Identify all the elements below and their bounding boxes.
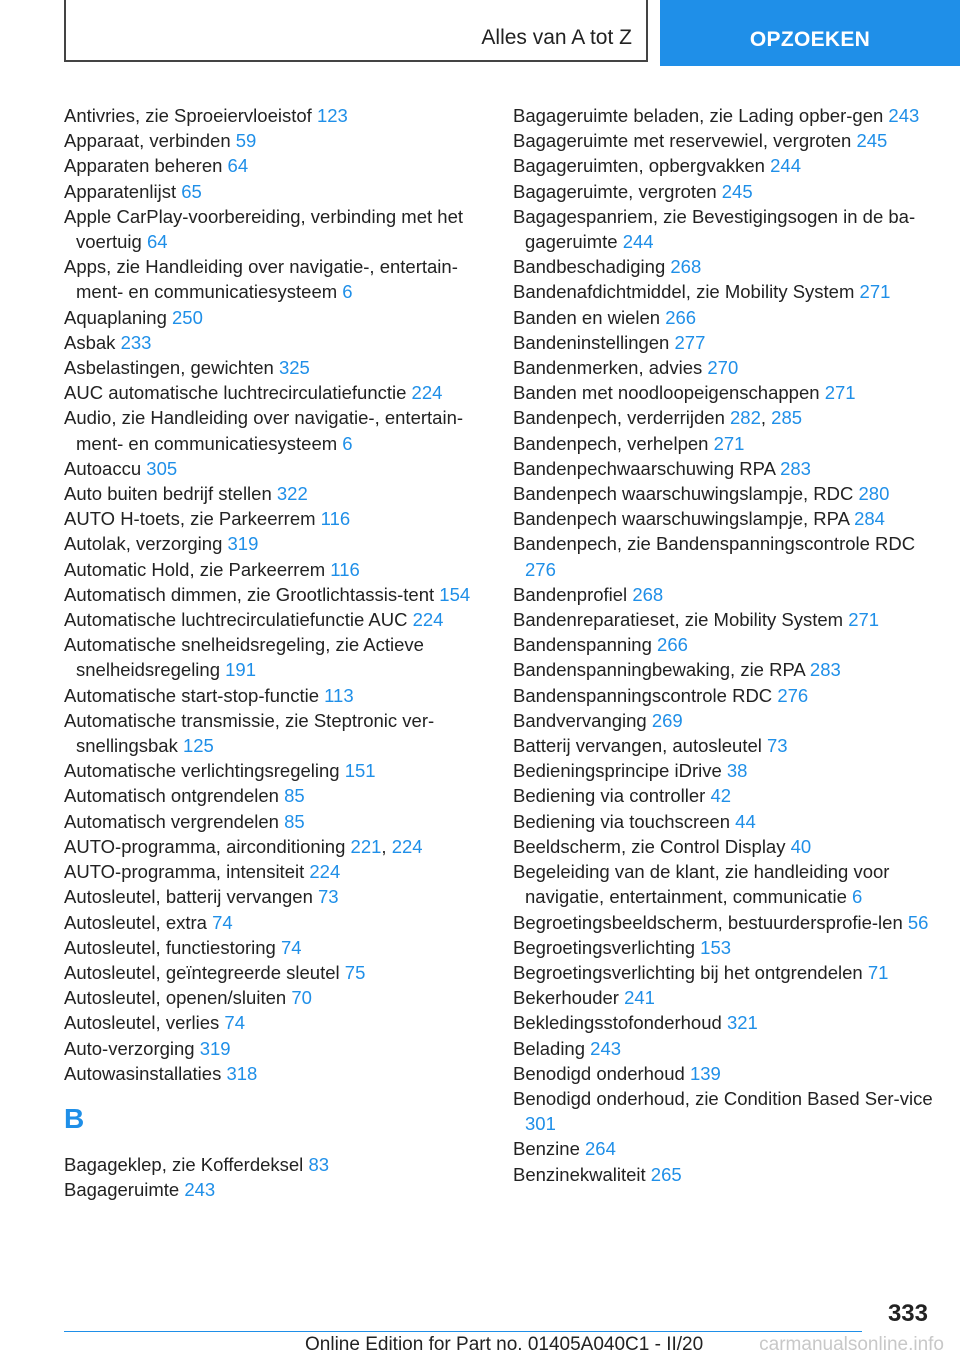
index-entry bbox=[513, 607, 933, 632]
page-link[interactable]: 243 bbox=[888, 105, 920, 126]
index-entry-label: Automatische snelheidsregeling, zie Actieve snelheidsregeling bbox=[64, 634, 424, 681]
index-letter-heading: B bbox=[64, 1102, 85, 1134]
index-entry-label: AUTO-programma, airconditioning bbox=[64, 835, 351, 857]
index-entry bbox=[513, 355, 933, 380]
index-entry-label: Automatische luchtrecirculatiefunctie AUC bbox=[64, 609, 413, 631]
index-entry-label: Autoaccu bbox=[64, 457, 147, 479]
page-link[interactable]: 38 bbox=[726, 760, 748, 782]
page-link[interactable]: 85 bbox=[284, 785, 305, 807]
index-entry bbox=[513, 582, 933, 607]
index-entry-label: Bagageklep, zie Kofferdeksel bbox=[64, 1153, 309, 1175]
page-link[interactable]: 224 bbox=[411, 382, 443, 404]
page-link[interactable]: 266 bbox=[665, 306, 697, 328]
index-entry bbox=[64, 531, 494, 556]
index-entry-label: Auto-verzorging bbox=[64, 1037, 200, 1059]
index-column-left bbox=[64, 103, 494, 1202]
index-entry-label: Batterij vervangen, autosleutel bbox=[513, 735, 768, 757]
page-link[interactable]: 266 bbox=[657, 634, 688, 656]
index-entry-label: Apparaten beheren bbox=[64, 155, 228, 177]
index-entry bbox=[513, 1136, 933, 1161]
index-entry bbox=[513, 657, 933, 682]
index-entry bbox=[513, 103, 933, 128]
index-entry-label: Asbelastingen, gewichten bbox=[64, 357, 279, 379]
index-entry bbox=[513, 1162, 933, 1187]
page-link[interactable]: 276 bbox=[777, 684, 809, 706]
page-link[interactable]: 283 bbox=[809, 659, 841, 681]
page-link[interactable]: 322 bbox=[276, 483, 308, 505]
index-entry bbox=[64, 456, 494, 481]
index-entry bbox=[513, 708, 933, 733]
index-entry bbox=[64, 683, 494, 708]
index-entry-label: Bekledingsstofonderhoud bbox=[513, 1012, 727, 1034]
page-link[interactable]: 42 bbox=[710, 785, 732, 807]
index-entry-label: Apple CarPlay-voorbereiding, verbinding met het voertuig bbox=[64, 205, 463, 253]
page-link[interactable]: 233 bbox=[120, 331, 152, 353]
page-link[interactable]: 75 bbox=[344, 961, 366, 983]
index-entry-label: Autosleutel, openen/sluiten bbox=[64, 987, 292, 1009]
page-link[interactable]: 269 bbox=[651, 709, 683, 731]
index-entry-label: Begroetingsverlichting bbox=[513, 936, 701, 958]
page-link[interactable]: 243 bbox=[184, 1179, 216, 1201]
index-entry-label: Apps, zie Handleiding over navigatie-, entertain‐ment- en communicatiesysteem bbox=[64, 256, 458, 303]
page-link[interactable]: 318 bbox=[226, 1062, 258, 1084]
page-link[interactable]: 305 bbox=[146, 457, 178, 479]
index-entry bbox=[64, 305, 494, 330]
index-entry-label: Banden en wielen bbox=[513, 306, 666, 328]
index-entry bbox=[64, 783, 494, 808]
index-entry-label: Bandenmerken, advies bbox=[513, 357, 708, 379]
page-link[interactable]: 56 bbox=[907, 911, 929, 933]
page-link[interactable]: 74 bbox=[212, 911, 233, 933]
index-entry bbox=[513, 859, 933, 909]
page-link[interactable]: 285 bbox=[771, 407, 803, 429]
index-entry bbox=[64, 582, 494, 607]
index-entry-label: Bekerhouder bbox=[513, 987, 625, 1009]
index-entry-label: Bandenpech, verderrijden bbox=[513, 407, 731, 429]
edition-note: Online Edition for Part no. 01405A040C1 - II/20 bbox=[305, 1334, 704, 1355]
page-number: 333 bbox=[887, 1300, 928, 1327]
index-entry bbox=[64, 355, 494, 380]
index-entry bbox=[513, 204, 933, 254]
index-entry-label: Antivries, zie Sproeiervloeistof bbox=[64, 105, 317, 126]
index-entry bbox=[64, 481, 494, 506]
page-link[interactable]: 245 bbox=[856, 130, 888, 152]
index-entry-label: AUC automatische luchtrecirculatiefunctie bbox=[64, 382, 412, 404]
index-entry-label: Bagageruimten, opbergvakken bbox=[513, 155, 771, 177]
index-entry-label: Banden met noodloopeigenschappen bbox=[513, 382, 825, 404]
index-entry bbox=[513, 128, 933, 153]
page-separator: , bbox=[381, 835, 392, 857]
page-link[interactable]: 73 bbox=[767, 735, 788, 757]
index-entry-label: Automatisch vergrendelen bbox=[64, 810, 285, 832]
page-link[interactable]: 244 bbox=[770, 155, 801, 177]
index-entry-label: Bediening via controller bbox=[513, 785, 711, 807]
page-link[interactable]: 85 bbox=[284, 810, 305, 832]
header-bar bbox=[0, 0, 960, 66]
page-link[interactable]: 74 bbox=[281, 936, 302, 958]
index-entry-label: Begeleiding van de klant, zie handleiding voor navigatie, entertainment, communicatie bbox=[513, 861, 890, 908]
index-entry bbox=[64, 1177, 494, 1202]
index-entry bbox=[513, 431, 933, 456]
index-entry bbox=[513, 910, 933, 935]
index-entry bbox=[64, 557, 494, 582]
tab-label: OPZOEKEN bbox=[749, 28, 871, 51]
index-entry bbox=[64, 607, 494, 632]
page-link[interactable]: 113 bbox=[324, 684, 354, 706]
page-link[interactable]: 271 bbox=[859, 281, 891, 303]
index-entry bbox=[64, 153, 494, 178]
index-entry-label: Automatisch dimmen, zie Grootlichtassis‐tent bbox=[64, 583, 440, 605]
index-entry-label: Bagageruimte, vergroten bbox=[513, 180, 722, 202]
tab-opzoeken[interactable] bbox=[660, 0, 960, 66]
index-entry-label: Bandvervanging bbox=[513, 709, 652, 731]
page-link[interactable]: 83 bbox=[308, 1153, 330, 1175]
index-entry-label: AUTO H-toets, zie Parkeerrem bbox=[64, 508, 321, 530]
page-link[interactable]: 224 bbox=[309, 861, 341, 883]
index-entry bbox=[513, 330, 933, 355]
index-entry bbox=[513, 985, 933, 1010]
page-link[interactable]: 191 bbox=[225, 659, 257, 681]
page-link[interactable]: 44 bbox=[735, 810, 756, 832]
page-link[interactable]: 40 bbox=[790, 835, 812, 857]
index-entry-label: Beeldscherm, zie Control Display bbox=[513, 835, 791, 857]
index-entry bbox=[64, 884, 494, 909]
index-entry-label: Auto buiten bedrijf stellen bbox=[64, 483, 277, 505]
index-entry-label: Bandbeschadiging bbox=[513, 256, 671, 278]
index-entry-label: Audio, zie Handleiding over navigatie-, entertain‐ment- en communicatiesysteem bbox=[64, 407, 464, 454]
page-link[interactable]: 280 bbox=[858, 483, 890, 505]
index-entry-label: Begroetingsverlichting bij het ontgrendelen bbox=[513, 961, 868, 983]
index-entry-label: Bandenspanningbewaking, zie RPA bbox=[513, 659, 810, 681]
index-entry bbox=[513, 683, 933, 708]
page-link[interactable]: 276 bbox=[525, 558, 556, 580]
index-entry bbox=[513, 405, 933, 430]
index-entry-label: Autolak, verzorging bbox=[64, 533, 228, 555]
page-link[interactable]: 282 bbox=[730, 407, 761, 429]
footer-divider bbox=[64, 1331, 862, 1332]
index-entry-label: Autosleutel, geïntegreerde sleutel bbox=[64, 961, 345, 983]
index-entry-label: Bandenspanning bbox=[513, 634, 658, 656]
page-link[interactable]: 265 bbox=[650, 1163, 682, 1185]
index-entry-label: Bandenpechwaarschuwing RPA bbox=[513, 457, 781, 479]
index-entry-label: AUTO-programma, intensiteit bbox=[64, 861, 310, 883]
index-entry-label: Aquaplaning bbox=[64, 306, 173, 328]
page-link[interactable]: 116 bbox=[320, 508, 351, 530]
page-link[interactable]: 59 bbox=[235, 130, 257, 152]
page-link[interactable]: 70 bbox=[291, 987, 312, 1009]
page-link[interactable]: 301 bbox=[525, 1113, 556, 1135]
index-entry-label: Autosleutel, batterij vervangen bbox=[64, 886, 319, 908]
index-entry bbox=[64, 985, 494, 1010]
page-link[interactable]: 6 bbox=[342, 432, 353, 454]
page-link[interactable]: 139 bbox=[689, 1062, 721, 1084]
index-entry-label: Bandeninstellingen bbox=[513, 331, 675, 353]
index-entry bbox=[64, 1036, 494, 1061]
index-entry bbox=[64, 632, 494, 682]
page-link[interactable]: 271 bbox=[824, 382, 856, 404]
page-link[interactable]: 271 bbox=[848, 609, 880, 631]
page-link[interactable]: 64 bbox=[227, 155, 249, 177]
page-link[interactable]: 6 bbox=[852, 886, 863, 908]
page-link[interactable]: 71 bbox=[867, 961, 889, 983]
index-entry-label: Autosleutel, extra bbox=[64, 911, 213, 933]
page-link[interactable]: 325 bbox=[278, 357, 310, 379]
index-entry bbox=[513, 834, 933, 859]
page-link[interactable]: 283 bbox=[780, 457, 811, 479]
index-entry bbox=[64, 506, 494, 531]
index-entry-label: Bandenpech waarschuwingslampje, RPA bbox=[513, 508, 855, 530]
page-link[interactable]: 321 bbox=[726, 1012, 758, 1034]
page-link[interactable]: 154 bbox=[439, 583, 471, 605]
index-entry-label: Bandenspanningscontrole RDC bbox=[513, 684, 778, 706]
index-entry bbox=[64, 960, 494, 985]
index-entry bbox=[513, 456, 933, 481]
index-entry-label: Automatische verlichtingsregeling bbox=[64, 760, 345, 782]
index-entry-label: Bandenprofiel bbox=[513, 583, 633, 605]
index-entry-label: Bagageruimte met reservewiel, vergroten bbox=[513, 130, 857, 152]
page-link[interactable]: 73 bbox=[318, 886, 339, 908]
index-entry-label: Bandenpech waarschuwingslampje, RDC bbox=[513, 483, 859, 505]
index-entry-label: Bagageruimte beladen, zie Lading opber‐gen bbox=[513, 105, 889, 126]
page-link[interactable]: 116 bbox=[330, 558, 360, 580]
page-link[interactable]: 6 bbox=[342, 281, 353, 303]
index-entry bbox=[513, 153, 933, 178]
index-entry bbox=[513, 1010, 933, 1035]
page-link[interactable]: 244 bbox=[622, 231, 654, 253]
index-entry bbox=[513, 1061, 933, 1086]
index-entry bbox=[64, 103, 494, 128]
watermark: carmanualsonline.info bbox=[759, 1334, 944, 1355]
index-entry-label: Automatic Hold, zie Parkeerrem bbox=[64, 558, 331, 580]
page-link[interactable]: 284 bbox=[854, 508, 885, 530]
index-entry bbox=[64, 128, 494, 153]
index-entry bbox=[513, 733, 933, 758]
index-entry bbox=[513, 481, 933, 506]
index-entry-label: Autosleutel, functiestoring bbox=[64, 936, 281, 958]
index-entry bbox=[513, 531, 933, 581]
index-entry-label: Bagagespanriem, zie Bevestigingsogen in de ba‐gageruimte bbox=[513, 205, 916, 253]
page-link[interactable]: 224 bbox=[412, 609, 444, 631]
index-entry bbox=[513, 935, 933, 960]
index-entry-label: Bandenafdichtmiddel, zie Mobility System bbox=[513, 281, 860, 303]
index-entry bbox=[513, 506, 933, 531]
index-entry bbox=[64, 1010, 494, 1035]
page-link[interactable]: 268 bbox=[632, 583, 664, 605]
index-column-right bbox=[513, 103, 933, 1187]
index-entry-label: Bandenreparatieset, zie Mobility System bbox=[513, 609, 849, 631]
page-link[interactable]: 245 bbox=[721, 180, 753, 202]
index-entry-label: Bagageruimte bbox=[64, 1179, 185, 1201]
index-entry-label: Asbak bbox=[64, 331, 121, 353]
index-entry bbox=[513, 960, 933, 985]
index-entry bbox=[513, 758, 933, 783]
index-entry-label: Bedieningsprincipe iDrive bbox=[513, 760, 727, 782]
index-entry bbox=[64, 758, 494, 783]
index-entry bbox=[513, 1086, 933, 1136]
page-link[interactable]: 319 bbox=[227, 533, 259, 555]
index-entry-label: Apparaat, verbinden bbox=[64, 130, 236, 152]
index-entry bbox=[64, 834, 494, 859]
page-link[interactable]: 264 bbox=[585, 1138, 616, 1160]
index-entry bbox=[64, 254, 494, 304]
index-entry-label: Automatisch ontgrendelen bbox=[64, 785, 285, 807]
index-entry bbox=[64, 910, 494, 935]
page-link[interactable]: 241 bbox=[624, 987, 655, 1009]
page-link[interactable]: 125 bbox=[182, 735, 214, 757]
index-entry bbox=[64, 179, 494, 204]
page-link[interactable]: 74 bbox=[224, 1012, 245, 1034]
index-entry bbox=[513, 632, 933, 657]
page-link[interactable]: 319 bbox=[199, 1037, 231, 1059]
index-entry-label: Automatische start-stop-functie bbox=[64, 684, 325, 706]
tab-label: Alles van A tot Z bbox=[481, 26, 632, 49]
page-link[interactable]: 277 bbox=[674, 331, 706, 353]
index-entry bbox=[513, 380, 933, 405]
index-entry-label: Belading bbox=[513, 1037, 591, 1059]
index-entry-label: Begroetingsbeeldscherm, bestuurdersprofie‐len bbox=[513, 911, 908, 933]
index-entry-label: Autosleutel, verlies bbox=[64, 1012, 225, 1034]
index-entry bbox=[64, 809, 494, 834]
index-entry-label: Autowasinstallaties bbox=[64, 1062, 227, 1084]
index-entry-label: Apparatenlijst bbox=[64, 180, 182, 202]
index-entry bbox=[64, 708, 494, 758]
index-entry bbox=[64, 380, 494, 405]
index-entry bbox=[64, 405, 494, 455]
index-entry-label: Benzinekwaliteit bbox=[513, 1163, 651, 1185]
page-link[interactable]: 151 bbox=[344, 760, 376, 782]
page-link[interactable]: 250 bbox=[172, 306, 203, 328]
index-entry-label: Benodigd onderhoud, zie Condition Based Ser‐vice bbox=[513, 1087, 933, 1109]
index-entry bbox=[513, 809, 933, 834]
index-entry bbox=[64, 935, 494, 960]
index-entry bbox=[64, 330, 494, 355]
page-link[interactable]: 243 bbox=[590, 1037, 622, 1059]
index-entry bbox=[513, 1036, 933, 1061]
index-entry-label: Bandenpech, zie Bandenspanningscontrole RDC bbox=[513, 533, 916, 555]
index-entry bbox=[64, 204, 494, 254]
index-entry-label: Bandenpech, verhelpen bbox=[513, 432, 714, 454]
page-link[interactable]: 65 bbox=[181, 180, 202, 202]
index-entry bbox=[513, 279, 933, 304]
page-link[interactable]: 123 bbox=[316, 105, 348, 126]
index-entry-label: Benzine bbox=[513, 1138, 585, 1160]
page-link[interactable]: 271 bbox=[713, 432, 745, 454]
index-entry bbox=[64, 1152, 494, 1177]
page-link[interactable]: 270 bbox=[707, 357, 739, 379]
index-entry bbox=[513, 783, 933, 808]
index-entry-label: Bediening via touchscreen bbox=[513, 810, 736, 832]
index-entry-label: Benodigd onderhoud bbox=[513, 1062, 690, 1084]
page-link[interactable]: 221 bbox=[350, 835, 382, 857]
page-link[interactable]: 224 bbox=[391, 835, 423, 857]
index-entry-label: Automatische transmissie, zie Steptronic ver‐snellingsbak bbox=[64, 709, 435, 757]
page-link[interactable]: 64 bbox=[146, 231, 168, 253]
index-entry bbox=[64, 1061, 494, 1086]
page-link[interactable]: 268 bbox=[670, 256, 702, 278]
page-separator: , bbox=[760, 407, 772, 429]
page-link[interactable]: 153 bbox=[700, 936, 732, 958]
index-entry bbox=[513, 305, 933, 330]
index-entry bbox=[513, 254, 933, 279]
index-entry bbox=[513, 179, 933, 204]
tab-alles-van-a-tot-z[interactable] bbox=[64, 0, 648, 62]
index-entry bbox=[64, 859, 494, 884]
